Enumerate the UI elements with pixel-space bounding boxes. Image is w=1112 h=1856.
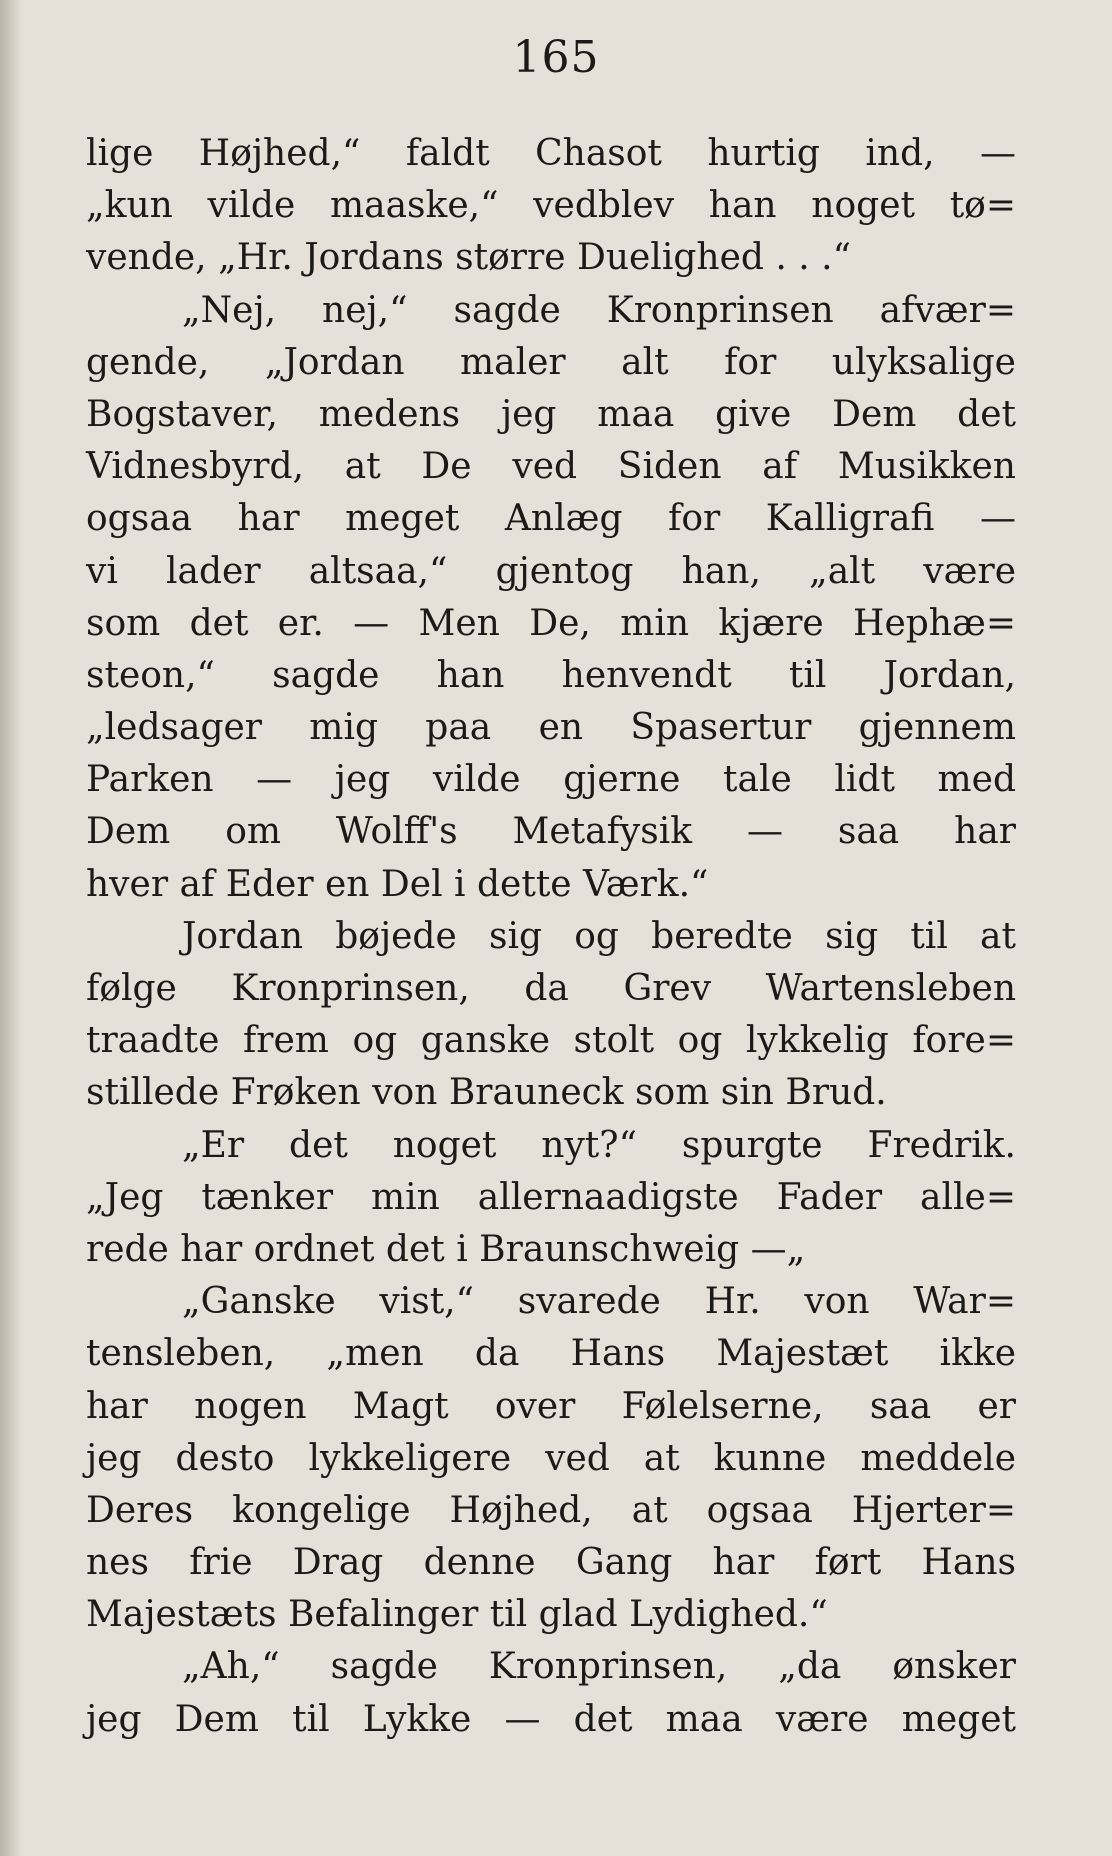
text-line: Parken — jeg vilde gjerne tale lidt med [86, 759, 1016, 801]
text-line: tensleben, „men da Hans Majestæt ikke [86, 1333, 1016, 1375]
text-line: „Ganske vist,“ svarede Hr. von War= [182, 1281, 1016, 1323]
text-line: Jordan bøjede sig og beredte sig til at [182, 915, 1016, 957]
text-line: „ledsager mig paa en Spasertur gjennem [86, 707, 1016, 749]
text-line: Dem om Wolff's Metafysik — saa har [86, 811, 1016, 853]
text-line: „Jeg tænker min allernaadigste Fader alle= [86, 1176, 1016, 1218]
text-line: „Nej, nej,“ sagde Kronprinsen afvær= [182, 289, 1016, 331]
text-line: vende, „Hr. Jordans større Duelighed . . .“ [86, 237, 851, 279]
text-line: lige Højhed,“ faldt Chasot hurtig ind, — [86, 133, 1016, 174]
text-line: Bogstaver, medens jeg maa give Dem det [86, 393, 1016, 435]
text-line: jeg desto lykkeligere ved at kunne meddele [86, 1437, 1016, 1479]
text-line: „Er det noget nyt?“ spurgte Fredrik. [182, 1124, 1016, 1166]
text-line: vi lader altsaa,“ gjentog han, „alt være [86, 550, 1016, 592]
text-line: „kun vilde maaske,“ vedblev han noget tø= [86, 185, 1016, 227]
text-line: traadte frem og ganske stolt og lykkelig fore= [86, 1020, 1016, 1062]
text-line: Majestæts Befalinger til glad Lydighed.“ [86, 1594, 828, 1636]
text-line: som det er. — Men De, min kjære Hephæ= [86, 602, 1016, 644]
text-line: Vidnesbyrd, at De ved Siden af Musikken [86, 446, 1016, 488]
text-line: stillede Frøken von Brauneck som sin Brud. [86, 1072, 887, 1114]
text-line: jeg Dem til Lykke — det maa være meget [86, 1698, 1016, 1740]
text-line: hver af Eder en Del i dette Værk.“ [86, 863, 709, 905]
page-number: 165 [512, 32, 600, 83]
text-line: har nogen Magt over Følelserne, saa er [86, 1385, 1016, 1427]
text-line: følge Kronprinsen, da Grev Wartensleben [86, 968, 1016, 1009]
text-line: ogsaa har meget Anlæg for Kalligrafi — [86, 498, 1016, 540]
text-line: Deres kongelige Højhed, at ogsaa Hjerter= [86, 1489, 1016, 1531]
text-line: rede har ordnet det i Braunschweig —„ [86, 1228, 806, 1270]
text-line: „Ah,“ sagde Kronprinsen, „da ønsker [182, 1646, 1016, 1688]
text-line: steon,“ sagde han henvendt til Jordan, [86, 654, 1016, 696]
text-line: gende, „Jordan maler alt for ulyksalige [86, 341, 1016, 383]
body-text [86, 128, 1016, 1746]
text-line: nes frie Drag denne Gang har ført Hans [86, 1542, 1016, 1584]
binding-shadow [0, 0, 22, 1856]
